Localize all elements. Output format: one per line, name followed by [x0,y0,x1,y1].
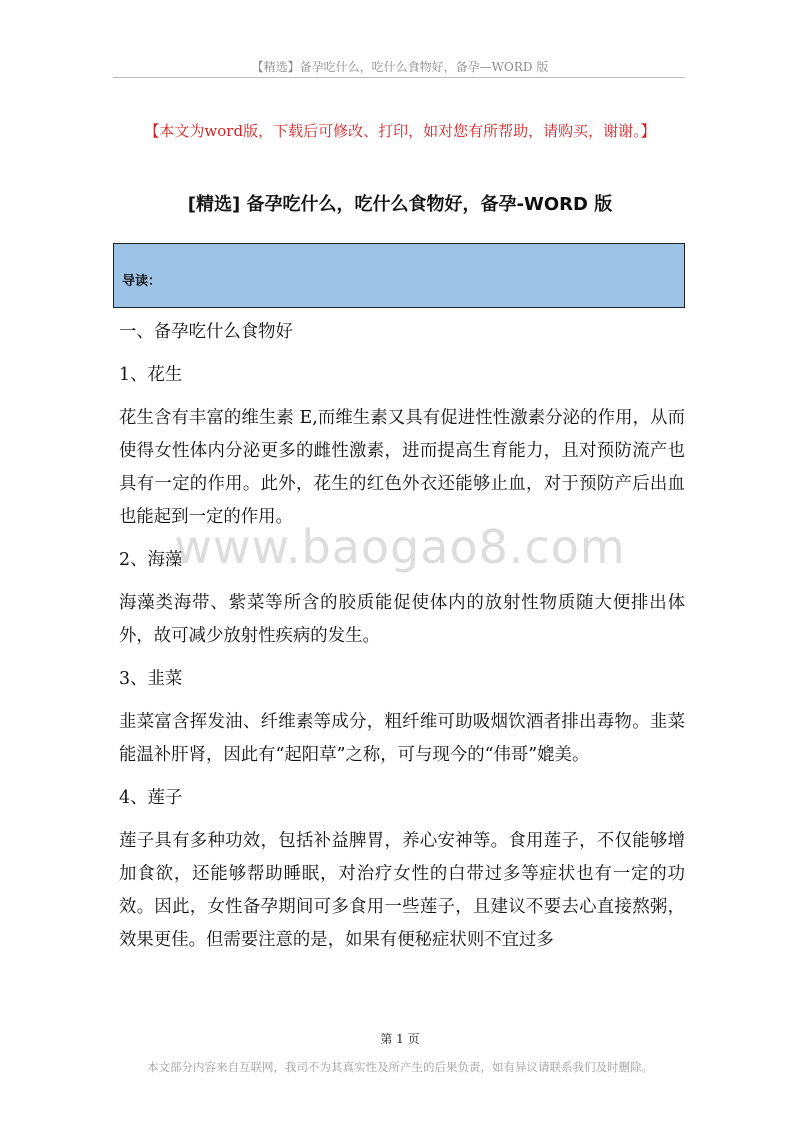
section-heading: 一、备孕吃什么食物好 [119,322,293,342]
page-number: 第 1 页 [380,1032,420,1046]
item-paragraph-peanut: 花生含有丰富的维生素 E,而维生素又具有促进性性激素分泌的作用，从而使得女性体内分泌更多的雌性激素，进而提高生育能力，且对预防流产也具有一定的作用。此外，花生的红色外衣还能够止血，对于预防产后出血也能起到一定的作用。 [119,408,685,527]
document-body [119,316,685,967]
header-divider [113,77,685,78]
item-paragraph-chives: 韭菜富含挥发油、纤维素等成分，粗纤维可助吸烟饮酒者排出毒物。韭菜能温补肝肾，因此有“起阳草”之称，可与现今的“伟哥”媲美。 [119,712,685,765]
guide-box [113,243,685,308]
running-header: 【精选】备孕吃什么，吃什么食物好，备孕—WORD 版 [251,60,549,74]
item-heading-chives: 3、韭菜 [119,669,183,689]
item-paragraph-seaweed: 海藻类海带、紫菜等所含的胶质能促使体内的放射性物质随大便排出体外，故可减少放射性疾病的发生。 [119,593,685,646]
document-title: [精选] 备孕吃什么，吃什么食物好，备孕-WORD 版 [187,194,613,215]
item-heading-peanut: 1、花生 [119,365,183,385]
watermark: www.baogao8.com [174,520,626,574]
item-heading-seaweed: 2、海藻 [119,550,183,570]
word-version-notice: 【本文为word版，下载后可修改、打印，如对您有所帮助，请购买，谢谢。】 [144,122,656,140]
item-heading-lotus-seed: 4、莲子 [119,788,183,808]
guide-label: 导读： [122,274,162,289]
item-paragraph-lotus-seed: 莲子具有多种功效，包括补益脾胃，养心安神等。食用莲子，不仅能够增加食欲，还能够帮助睡眠，对治疗女性的白带过多等症状也有一定的功效。因此，女性备孕期间可多食用一些莲子，且建议不要去心直接熬粥，效果更佳。但需要注意的是，如果有便秘症状则不宜过多 [119,831,685,950]
footer-disclaimer: 本文部分内容来自互联网，我司不为其真实性及所产生的后果负责，如有异议请联系我们及时删除。 [147,1060,653,1074]
